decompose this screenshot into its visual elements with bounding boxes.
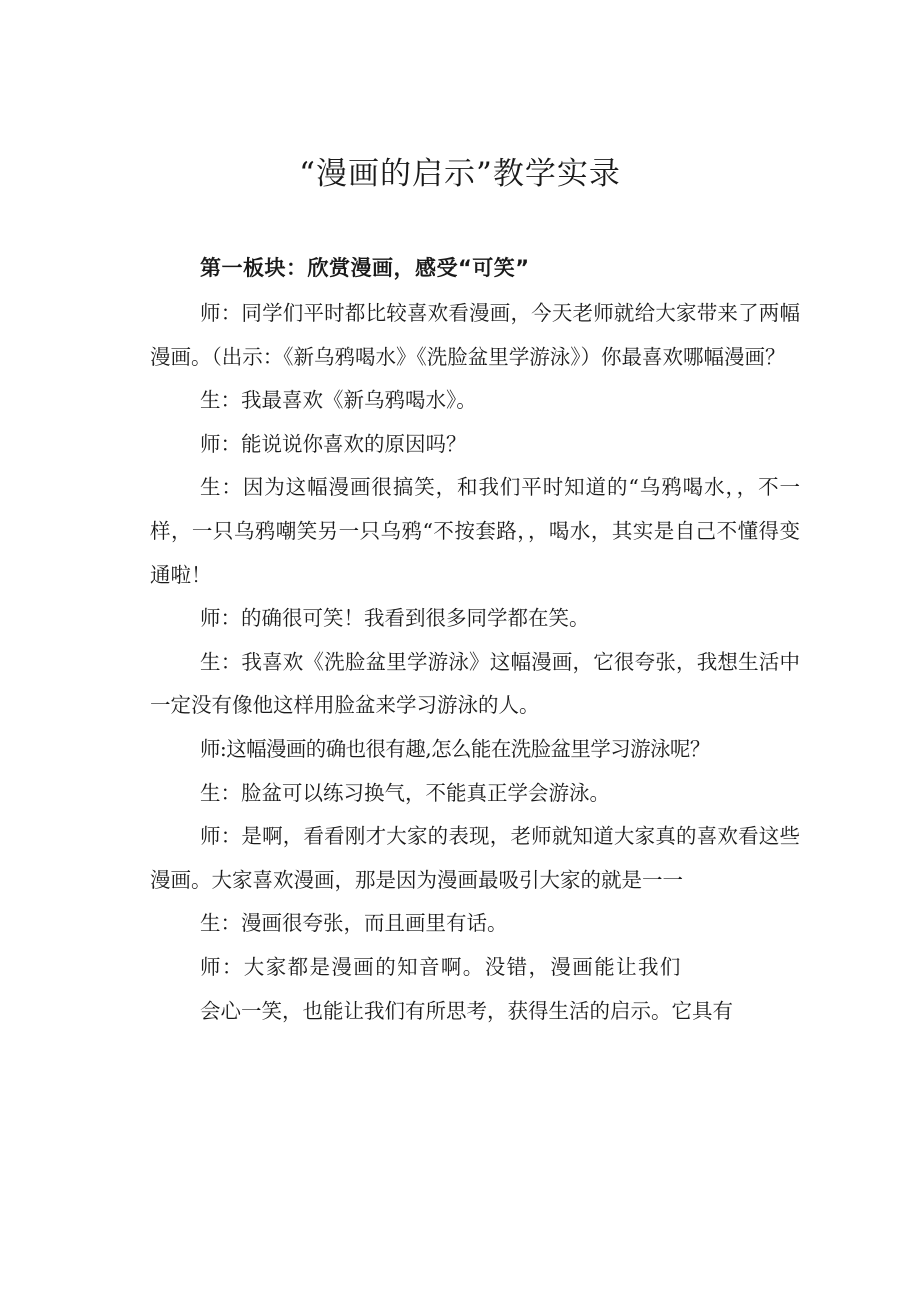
document-body	[150, 292, 800, 1033]
paragraph: 师：同学们平时都比较喜欢看漫画，今天老师就给大家带来了两幅漫画。（出示：《新乌鸦喝水》《洗脸盆里学游泳》）你最喜欢哪幅漫画？	[150, 301, 800, 369]
paragraph: 师：的确很可笑！我看到很多同学都在笑。	[200, 606, 590, 631]
document-title: “漫画的启示”教学实录	[299, 156, 621, 192]
paragraph: 生：我喜欢《洗脸盆里学游泳》这幅漫画，它很夸张，我想生活中一定没有像他这样用脸盆来学习游泳的人。	[150, 649, 800, 718]
paragraph: 生：脸盆可以练习换气，不能真正学会游泳。	[200, 780, 610, 805]
paragraph: 师：能说说你喜欢的原因吗？	[200, 431, 467, 456]
paragraph: 生：我最喜欢《新乌鸦喝水》。	[200, 388, 477, 413]
paragraph: 生：因为这幅漫画很搞笑，和我们平时知道的“乌鸦喝水，，不一样，一只乌鸦嘲笑另一只乌鸦“不按套路，，喝水，其实是自己不懂得变通啦！	[150, 475, 800, 587]
paragraph: 师:这幅漫画的确也很有趣,怎么能在洗脸盆里学习游泳呢？	[200, 736, 710, 761]
paragraph: 师：大家都是漫画的知音啊。没错，漫画能让我们	[200, 954, 682, 979]
section-heading: 第一板块：欣赏漫画，感受“可笑”	[200, 256, 530, 280]
paragraph: 师：是啊，看看刚才大家的表现，老师就知道大家真的喜欢看这些漫画。大家喜欢漫画，那是因为漫画最吸引大家的就是一一	[150, 824, 800, 892]
paragraph: 生：漫画很夸张，而且画里有话。	[200, 911, 508, 936]
paragraph: 会心一笑，也能让我们有所思考，获得生活的启示。它具有	[200, 998, 733, 1023]
